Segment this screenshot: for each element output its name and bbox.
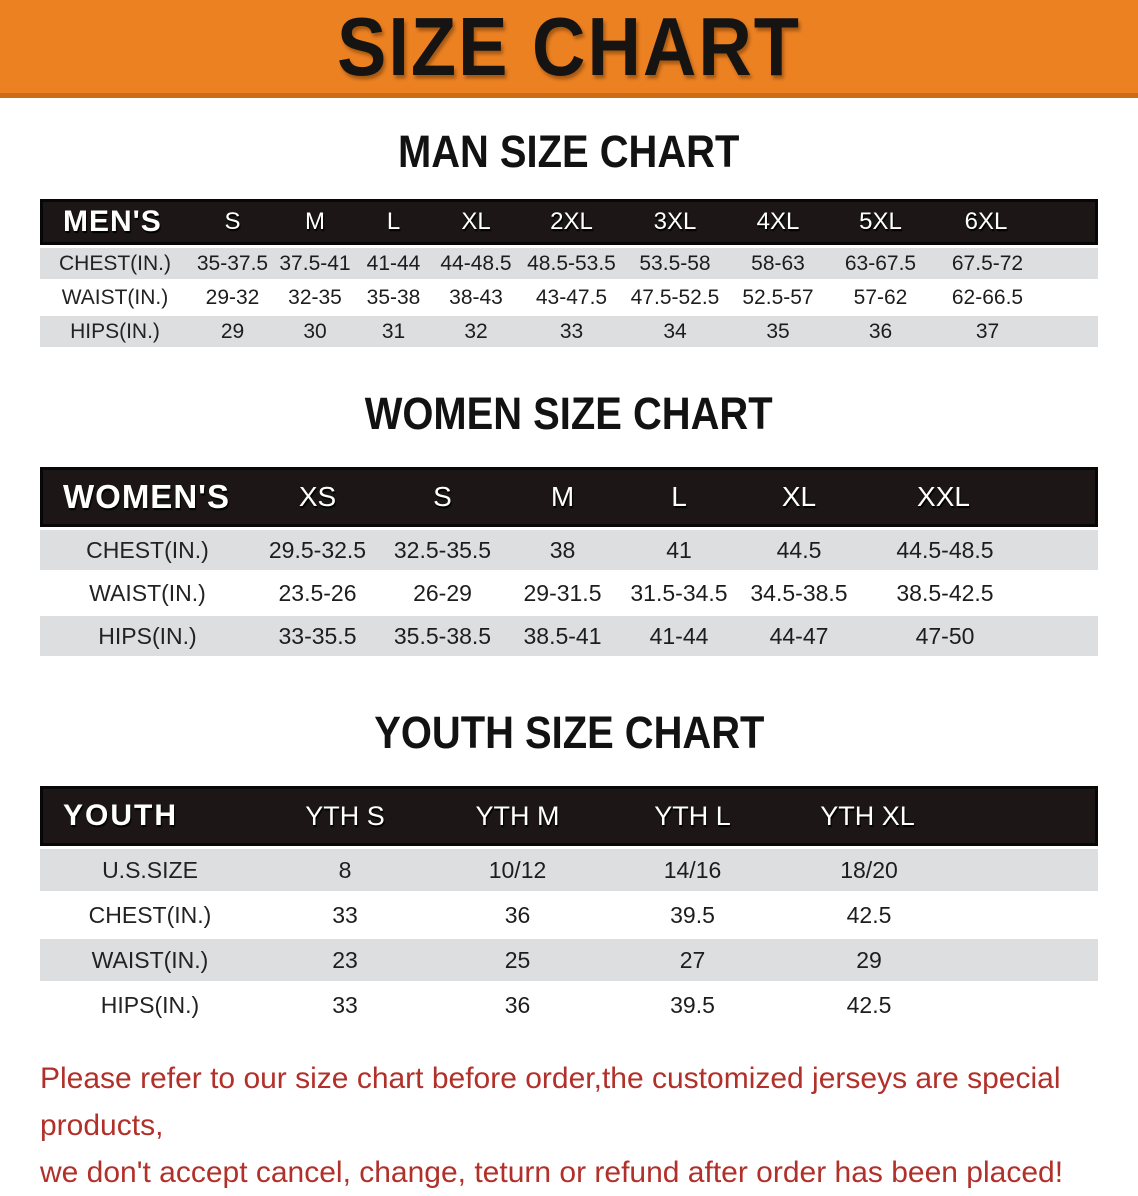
table-cell: 67.5-72	[932, 248, 1098, 279]
table-cell: 44.5	[738, 530, 860, 570]
disclaimer	[40, 1055, 1098, 1196]
header-cell: 5XL	[829, 199, 932, 245]
table-cell: 41-44	[355, 248, 432, 279]
table-cell: 63-67.5	[829, 248, 932, 279]
row-label: CHEST(IN.)	[40, 248, 190, 279]
men-table-title: MEN'S	[40, 199, 190, 245]
table-cell: 35-37.5	[190, 248, 275, 279]
table-cell: 33	[260, 894, 430, 936]
table-cell: 39.5	[605, 894, 780, 936]
women-section-heading-text: WOMEN SIZE CHART	[365, 388, 773, 439]
header-cell: 2XL	[520, 199, 623, 245]
header-cell: 6XL	[932, 199, 1098, 245]
table-cell: 36	[430, 984, 605, 1026]
table-cell: 25	[430, 939, 605, 981]
header-cell: XXL	[860, 467, 1098, 527]
table-cell: 57-62	[829, 282, 932, 313]
men-size-table	[40, 196, 1098, 350]
table-cell: 23.5-26	[255, 573, 380, 613]
table-cell: 27	[605, 939, 780, 981]
table-cell: 44-48.5	[432, 248, 520, 279]
table-cell: 38	[505, 530, 620, 570]
table-cell: 38.5-41	[505, 616, 620, 656]
table-cell: 53.5-58	[623, 248, 727, 279]
row-label: CHEST(IN.)	[40, 894, 260, 936]
men-section-heading	[0, 128, 1138, 176]
table-cell: 34.5-38.5	[738, 573, 860, 613]
table-row	[40, 573, 1098, 613]
table-cell: 37	[932, 316, 1098, 347]
table-row	[40, 316, 1098, 347]
table-cell: 35.5-38.5	[380, 616, 505, 656]
header-cell: S	[380, 467, 505, 527]
table-cell: 37.5-41	[275, 248, 355, 279]
table-cell: 32-35	[275, 282, 355, 313]
table-cell: 39.5	[605, 984, 780, 1026]
table-cell: 29-32	[190, 282, 275, 313]
table-cell: 58-63	[727, 248, 829, 279]
row-label: WAIST(IN.)	[40, 939, 260, 981]
table-cell: 33	[260, 984, 430, 1026]
table-cell: 26-29	[380, 573, 505, 613]
table-cell: 10/12	[430, 849, 605, 891]
table-cell: 44.5-48.5	[860, 530, 1098, 570]
women-section-heading	[0, 390, 1138, 438]
header-cell: 4XL	[727, 199, 829, 245]
youth-section-heading	[0, 709, 1138, 757]
youth-table-title: YOUTH	[40, 786, 260, 846]
row-label: HIPS(IN.)	[40, 616, 255, 656]
table-row	[40, 939, 1098, 981]
women-size-table	[40, 464, 1098, 659]
header-cell: YTH M	[430, 786, 605, 846]
table-cell: 8	[260, 849, 430, 891]
table-cell: 29	[780, 939, 1098, 981]
table-cell: 42.5	[780, 894, 1098, 936]
header-cell: M	[275, 199, 355, 245]
table-cell: 30	[275, 316, 355, 347]
table-cell: 52.5-57	[727, 282, 829, 313]
table-cell: 31	[355, 316, 432, 347]
disclaimer-line-2: we don't accept cancel, change, teturn or refund after order has been placed!	[40, 1156, 1064, 1189]
table-cell: 32	[432, 316, 520, 347]
row-label: CHEST(IN.)	[40, 530, 255, 570]
header-cell: L	[355, 199, 432, 245]
header-cell: M	[505, 467, 620, 527]
table-row	[40, 282, 1098, 313]
header-cell: YTH S	[260, 786, 430, 846]
youth-section-heading-text: YOUTH SIZE CHART	[373, 707, 765, 758]
table-row	[40, 616, 1098, 656]
row-label: HIPS(IN.)	[40, 984, 260, 1026]
table-cell: 47-50	[860, 616, 1098, 656]
table-row	[40, 530, 1098, 570]
youth-header-row	[40, 786, 1098, 846]
men-section-heading-text: MAN SIZE CHART	[398, 126, 740, 177]
header-cell: YTH L	[605, 786, 780, 846]
table-cell: 48.5-53.5	[520, 248, 623, 279]
table-cell: 35-38	[355, 282, 432, 313]
table-cell: 47.5-52.5	[623, 282, 727, 313]
table-row	[40, 248, 1098, 279]
table-cell: 33	[520, 316, 623, 347]
table-row	[40, 849, 1098, 891]
table-cell: 41-44	[620, 616, 738, 656]
banner-title: SIZE CHART	[337, 0, 801, 93]
table-cell: 14/16	[605, 849, 780, 891]
table-cell: 35	[727, 316, 829, 347]
table-cell: 62-66.5	[932, 282, 1098, 313]
table-cell: 29	[190, 316, 275, 347]
row-label: WAIST(IN.)	[40, 573, 255, 613]
table-cell: 34	[623, 316, 727, 347]
table-cell: 42.5	[780, 984, 1098, 1026]
table-cell: 36	[829, 316, 932, 347]
row-label: U.S.SIZE	[40, 849, 260, 891]
women-table-title: WOMEN'S	[40, 467, 255, 527]
row-label: HIPS(IN.)	[40, 316, 190, 347]
header-cell: S	[190, 199, 275, 245]
women-header-row	[40, 467, 1098, 527]
table-cell: 32.5-35.5	[380, 530, 505, 570]
table-cell: 23	[260, 939, 430, 981]
table-cell: 29-31.5	[505, 573, 620, 613]
header-cell: L	[620, 467, 738, 527]
table-cell: 31.5-34.5	[620, 573, 738, 613]
header-cell: XL	[432, 199, 520, 245]
row-label: WAIST(IN.)	[40, 282, 190, 313]
table-row	[40, 984, 1098, 1026]
men-header-row	[40, 199, 1098, 245]
disclaimer-line-1: Please refer to our size chart before order,the customized jerseys are special products,	[40, 1062, 1061, 1142]
header-cell: 3XL	[623, 199, 727, 245]
table-cell: 36	[430, 894, 605, 936]
youth-size-table	[40, 783, 1098, 1029]
header-cell: YTH XL	[780, 786, 1098, 846]
header-cell: XL	[738, 467, 860, 527]
banner	[0, 0, 1138, 98]
header-cell: XS	[255, 467, 380, 527]
table-cell: 33-35.5	[255, 616, 380, 656]
table-cell: 38-43	[432, 282, 520, 313]
table-cell: 29.5-32.5	[255, 530, 380, 570]
table-cell: 43-47.5	[520, 282, 623, 313]
table-cell: 41	[620, 530, 738, 570]
table-cell: 18/20	[780, 849, 1098, 891]
table-cell: 38.5-42.5	[860, 573, 1098, 613]
table-cell: 44-47	[738, 616, 860, 656]
table-row	[40, 894, 1098, 936]
